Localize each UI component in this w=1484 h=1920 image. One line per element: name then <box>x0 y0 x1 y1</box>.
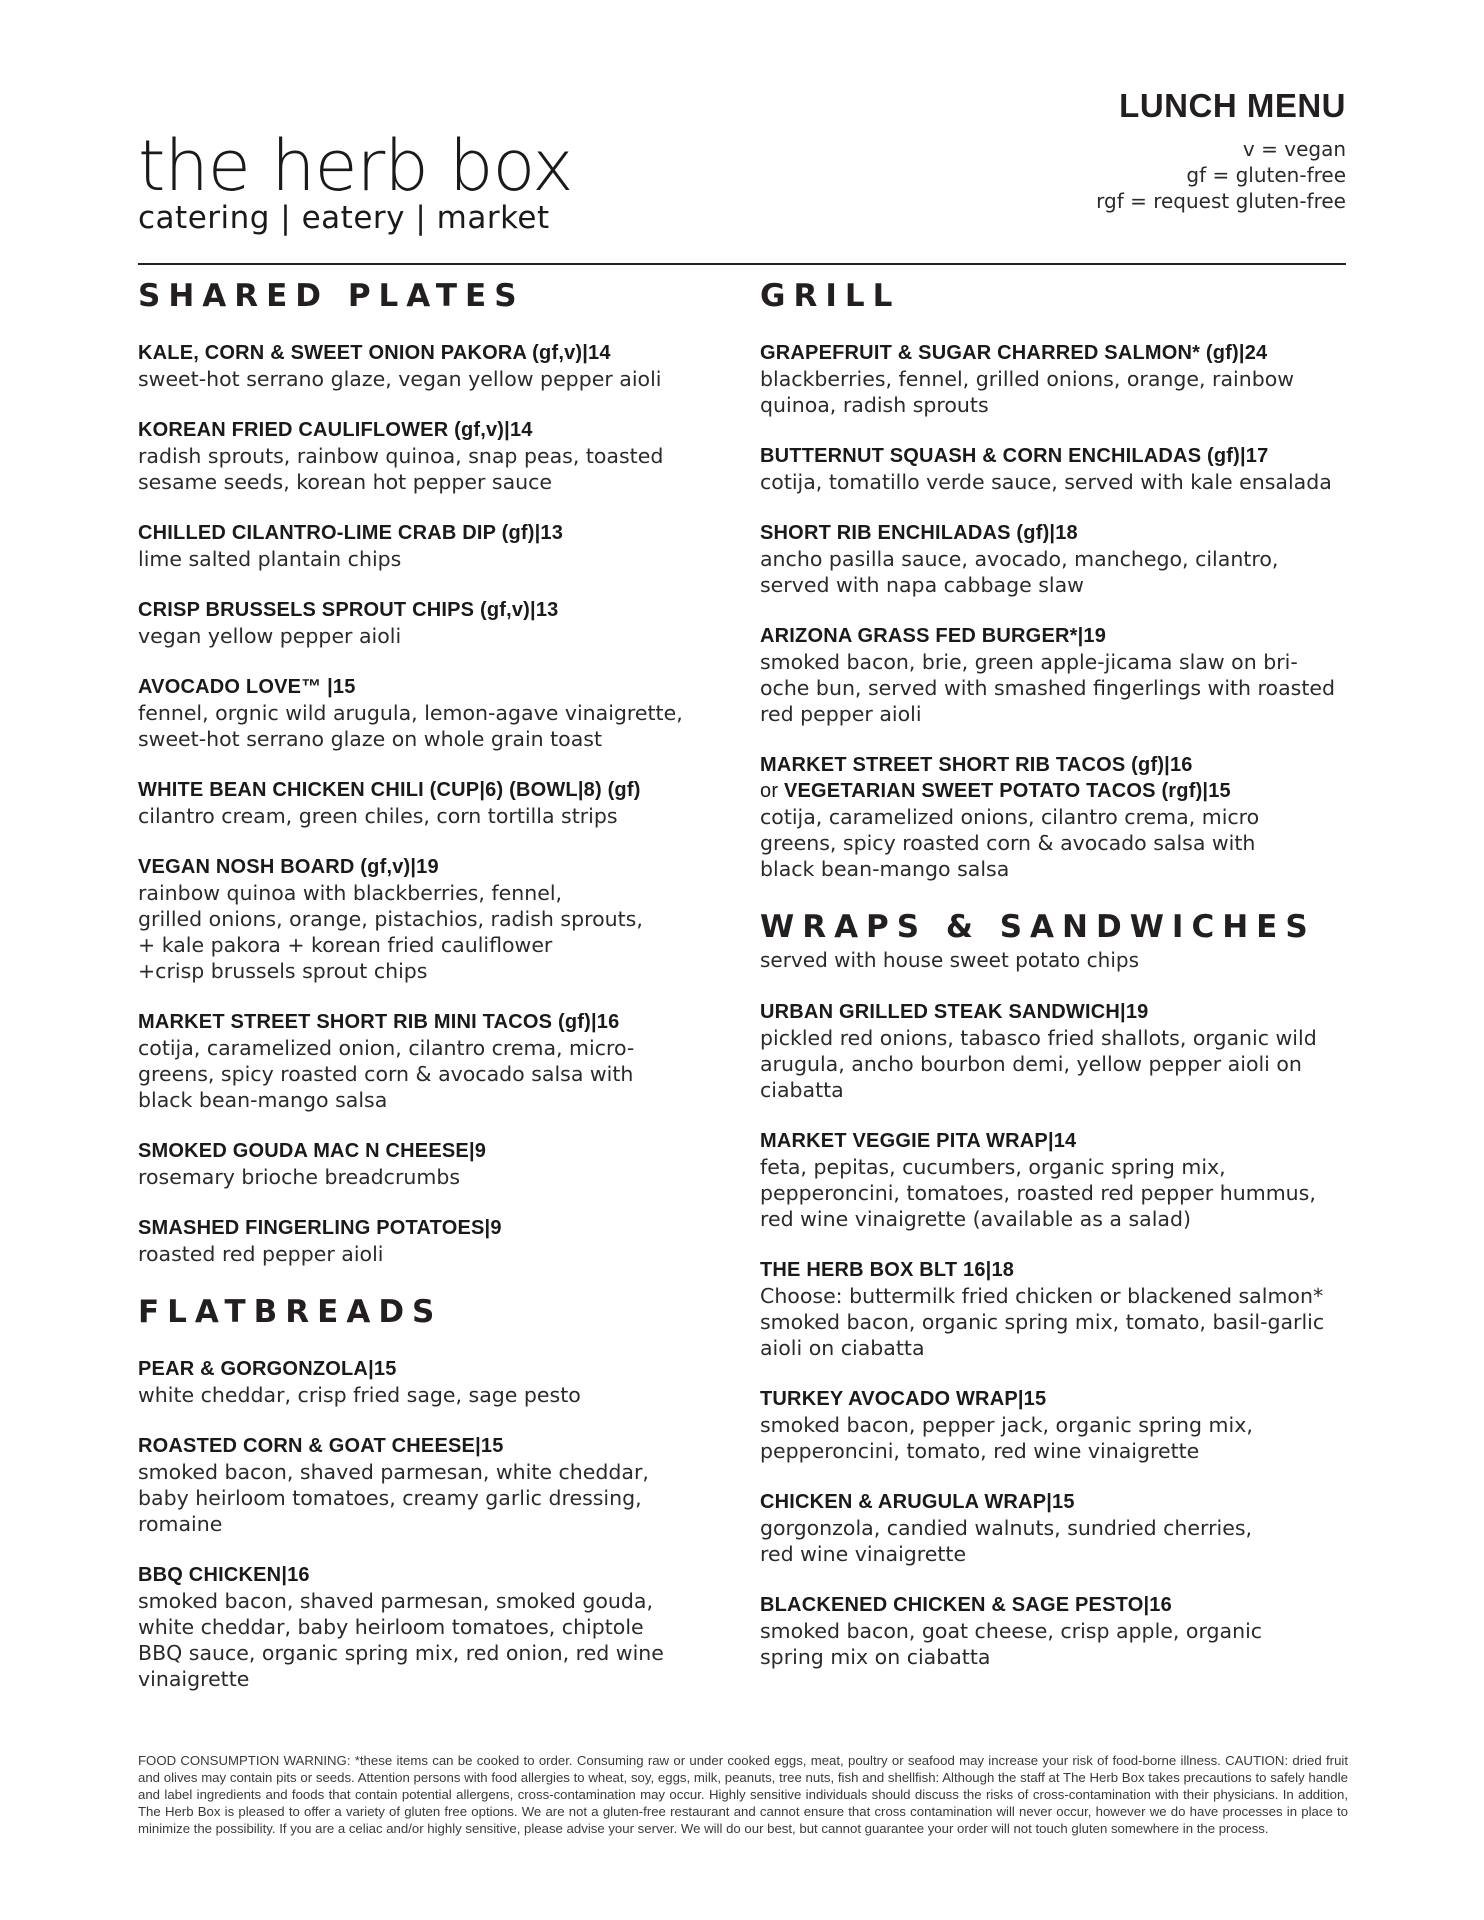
item-name: THE HERB BOX BLT 16|18 <box>760 1259 1015 1281</box>
item-name: MARKET STREET SHORT RIB MINI TACOS (gf)|16 <box>138 1011 620 1033</box>
item-name: SMASHED FINGERLING POTATOES|9 <box>138 1217 502 1239</box>
menu-item <box>138 597 718 649</box>
menu-item <box>760 623 1360 727</box>
item-name: CHILLED CILANTRO-LIME CRAB DIP (gf)|13 <box>138 522 564 544</box>
item-description-line: blackberries, fennel, grilled onions, orange, rainbow <box>760 367 1295 391</box>
item-name: ROASTED CORN & GOAT CHEESE|15 <box>138 1435 504 1457</box>
item-description-line: pickled red onions, tabasco fried shallots, organic wild <box>760 1026 1317 1050</box>
grill-list <box>760 340 1360 727</box>
item-description-line: sweet-hot serrano glaze, vegan yellow pepper aioli <box>138 367 662 391</box>
item-name: AVOCADO LOVE™ |15 <box>138 676 356 698</box>
brand-tagline: catering | eatery | market <box>138 200 550 236</box>
item-description-line: lime salted plantain chips <box>138 547 402 571</box>
menu-item <box>138 854 718 984</box>
item-description-line: smoked bacon, shaved parmesan, white cheddar, <box>138 1460 649 1484</box>
item-description-line: BBQ sauce, organic spring mix, red onion, red wine <box>138 1641 664 1665</box>
section-title-wraps-sandwiches: WRAPS & SANDWICHES <box>760 909 1316 945</box>
menu-item <box>760 340 1360 418</box>
or-word: or <box>760 780 779 802</box>
wraps-list <box>760 999 1360 1670</box>
item-description-line: aioli on ciabatta <box>760 1336 925 1360</box>
section-title-shared-plates: SHARED PLATES <box>138 278 525 314</box>
item-description-line: gorgonzola, candied walnuts, sundried cherries, <box>760 1516 1253 1540</box>
item-description-line: greens, spicy roasted corn & avocado salsa with <box>760 831 1256 855</box>
item-description-line: radish sprouts, rainbow quinoa, snap peas, toasted <box>138 444 664 468</box>
item-description-line: grilled onions, orange, pistachios, radish sprouts, <box>138 907 643 931</box>
legend-gluten-free: gf = gluten-free <box>1186 163 1346 187</box>
item-description-line: rainbow quinoa with blackberries, fennel, <box>138 881 563 905</box>
menu-info <box>1096 86 1346 214</box>
item-name: GRAPEFRUIT & SUGAR CHARRED SALMON* (gf)|24 <box>760 342 1268 364</box>
item-description-line: black bean-mango salsa <box>760 857 1010 881</box>
item-description-line: smoked bacon, brie, green apple-jicama slaw on bri- <box>760 650 1298 674</box>
item-description-line: Choose: buttermilk fried chicken or blackened salmon* <box>760 1284 1324 1308</box>
menu-item <box>138 1009 718 1113</box>
item-name: KALE, CORN & SWEET ONION PAKORA (gf,v)|14 <box>138 342 611 364</box>
menu-item <box>138 1562 718 1692</box>
menu-item <box>138 340 718 392</box>
item-description-line: cotija, caramelized onions, cilantro crema, micro <box>760 805 1260 829</box>
item-description-line: vegan yellow pepper aioli <box>138 624 402 648</box>
shared-plates-list <box>138 340 718 1267</box>
item-description-line: white cheddar, crisp fried sage, sage pesto <box>138 1383 581 1407</box>
menu-item <box>138 417 718 495</box>
item-name: MARKET STREET SHORT RIB TACOS (gf)|16 <box>760 754 1193 776</box>
item-description-line: fennel, orgnic wild arugula, lemon-agave vinaigrette, <box>138 701 683 725</box>
item-name-alt <box>760 778 1360 804</box>
item-name: SMOKED GOUDA MAC N CHEESE|9 <box>138 1140 487 1162</box>
section-title-flatbreads: FLATBREADS <box>138 1294 443 1330</box>
item-description-line: oche bun, served with smashed fingerlings with roasted <box>760 676 1335 700</box>
left-column <box>138 276 718 1717</box>
item-description-line: greens, spicy roasted corn & avocado salsa with <box>138 1062 634 1086</box>
menu-item <box>760 520 1360 598</box>
menu-item <box>138 520 718 572</box>
item-name: VEGAN NOSH BOARD (gf,v)|19 <box>138 856 439 878</box>
item-name: TURKEY AVOCADO WRAP|15 <box>760 1388 1047 1410</box>
item-description-line: smoked bacon, shaved parmesan, smoked gouda, <box>138 1589 654 1613</box>
item-description-line: sesame seeds, korean hot pepper sauce <box>138 470 553 494</box>
food-consumption-warning: FOOD CONSUMPTION WARNING: *these items can be cooked to order. Consuming raw or under cooked eggs, meat, poultry or seafood may increase your risk of food-borne illness. CAUTION: dried fruit and olives may contain pits or seeds. Attention persons with food allergies to wheat, soy, eggs, milk, peanuts, tree nuts, fish and shellfish: Although the staff at The Herb Box takes precautions to safely handle and label ingredients and foods that contain potential allergens, cross-contamination may occur. Highly sensitive individuals should discuss the risks of cross-contamination with their physicians. In addition, The Herb Box is pleased to offer a variety of gluten free options. We are not a gluten-free restaurant and cannot ensure that cross contamination will never occur, however we do have processes in place to minimize the possibility. If you are a celiac and/or highly sensitive, please advise your server. We will do our best, but cannot guarantee your order will not touch gluten somewhere in the process. <box>138 1753 1348 1836</box>
item-description-line: smoked bacon, pepper jack, organic spring mix, <box>760 1413 1253 1437</box>
menu-item-tacos <box>760 752 1360 882</box>
legend-vegan: v = vegan <box>1242 137 1346 161</box>
item-description-line: red wine vinaigrette (available as a salad) <box>760 1207 1191 1231</box>
item-name: ARIZONA GRASS FED BURGER*|19 <box>760 625 1107 647</box>
item-description-line: + kale pakora + korean fried cauliflower <box>138 933 553 957</box>
menu-item <box>760 1257 1360 1361</box>
item-description-line: vinaigrette <box>138 1667 250 1691</box>
item-name: WHITE BEAN CHICKEN CHILI (CUP|6) (BOWL|8) (gf) <box>138 779 641 801</box>
item-description-line: cilantro cream, green chiles, corn tortilla strips <box>138 804 618 828</box>
item-description-line: sweet-hot serrano glaze on whole grain toast <box>138 727 603 751</box>
item-description-line: served with napa cabbage slaw <box>760 573 1084 597</box>
menu-item <box>138 777 718 829</box>
item-description-line: rosemary brioche breadcrumbs <box>138 1165 461 1189</box>
item-description-line: pepperoncini, tomato, red wine vinaigrette <box>760 1439 1200 1463</box>
item-description-line: ancho pasilla sauce, avocado, manchego, cilantro, <box>760 547 1279 571</box>
item-name: BBQ CHICKEN|16 <box>138 1564 310 1586</box>
item-description-line: red wine vinaigrette <box>760 1542 967 1566</box>
item-description-line: smoked bacon, organic spring mix, tomato, basil-garlic <box>760 1310 1325 1334</box>
item-description-line: smoked bacon, goat cheese, crisp apple, organic <box>760 1619 1263 1643</box>
item-name: CRISP BRUSSELS SPROUT CHIPS (gf,v)|13 <box>138 599 559 621</box>
menu-item <box>760 999 1360 1103</box>
menu-item <box>760 443 1360 495</box>
item-description-line: romaine <box>138 1512 223 1536</box>
item-name: CHICKEN & ARUGULA WRAP|15 <box>760 1491 1075 1513</box>
menu-item <box>138 674 718 752</box>
menu-item <box>760 1592 1360 1670</box>
menu-item <box>760 1489 1360 1567</box>
menu-item <box>760 1386 1360 1464</box>
item-name: URBAN GRILLED STEAK SANDWICH|19 <box>760 1001 1149 1023</box>
item-description-line: +crisp brussels sprout chips <box>138 959 428 983</box>
menu-title: LUNCH MENU <box>1119 87 1346 124</box>
menu-item <box>138 1433 718 1537</box>
menu-item <box>138 1215 718 1267</box>
item-description-line: red pepper aioli <box>760 702 922 726</box>
item-description-line: quinoa, radish sprouts <box>760 393 989 417</box>
item-description-line: feta, pepitas, cucumbers, organic spring mix, <box>760 1155 1226 1179</box>
item-description-line: black bean-mango salsa <box>138 1088 388 1112</box>
item-description-line: baby heirloom tomatoes, creamy garlic dressing, <box>138 1486 642 1510</box>
alt-item-name: VEGETARIAN SWEET POTATO TACOS (rgf)|15 <box>783 780 1231 802</box>
menu-item <box>138 1138 718 1190</box>
menu-item <box>760 1128 1360 1232</box>
item-description-line: pepperoncini, tomatoes, roasted red pepper hummus, <box>760 1181 1316 1205</box>
section-title-grill: GRILL <box>760 278 901 314</box>
item-description-line: cotija, caramelized onion, cilantro crema, micro- <box>138 1036 635 1060</box>
item-name: BLACKENED CHICKEN & SAGE PESTO|16 <box>760 1594 1172 1616</box>
item-name: KOREAN FRIED CAULIFLOWER (gf,v)|14 <box>138 419 533 441</box>
legend-request-gluten-free: rgf = request gluten-free <box>1096 189 1346 213</box>
menu-item <box>138 1356 718 1408</box>
item-description-line: arugula, ancho bourbon demi, yellow pepper aioli on <box>760 1052 1302 1076</box>
item-description-line: spring mix on ciabatta <box>760 1645 991 1669</box>
item-description-line: ciabatta <box>760 1078 844 1102</box>
item-description-line: cotija, tomatillo verde sauce, served with kale ensalada <box>760 470 1332 494</box>
item-name: MARKET VEGGIE PITA WRAP|14 <box>760 1130 1077 1152</box>
section-subtitle-wraps: served with house sweet potato chips <box>760 948 1139 972</box>
brand-logo <box>138 125 573 236</box>
item-description-line: roasted red pepper aioli <box>138 1242 384 1266</box>
right-column <box>760 276 1360 1695</box>
item-name: PEAR & GORGONZOLA|15 <box>138 1358 397 1380</box>
header-divider <box>138 263 1346 265</box>
flatbreads-list <box>138 1356 718 1692</box>
item-name: SHORT RIB ENCHILADAS (gf)|18 <box>760 522 1078 544</box>
item-description-line: white cheddar, baby heirloom tomatoes, chiptole <box>138 1615 644 1639</box>
brand-name: the herb box <box>138 125 573 207</box>
item-name: BUTTERNUT SQUASH & CORN ENCHILADAS (gf)|17 <box>760 445 1269 467</box>
